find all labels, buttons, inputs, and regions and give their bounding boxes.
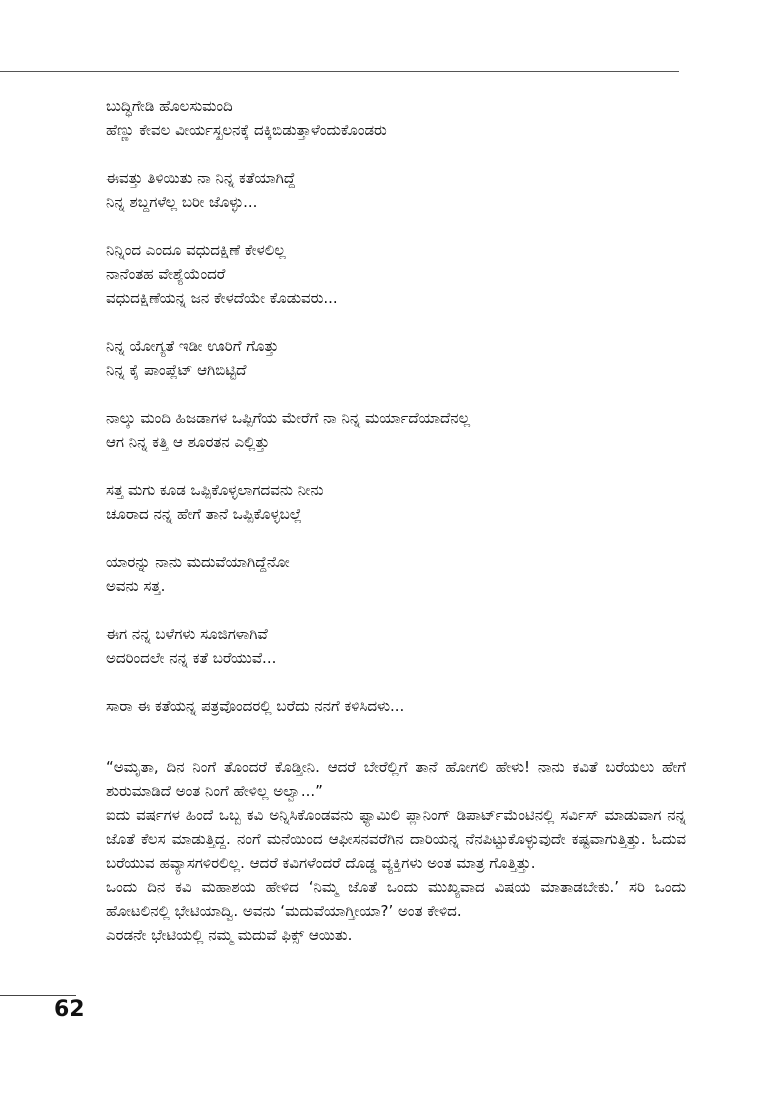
poem-line: ಸತ್ತ ಮಗು ಕೂಡ ಒಪ್ಪಿಕೊಳ್ಳಲಾಗದವನು ನೀನು — [106, 481, 324, 499]
poem-line: ನಿನ್ನಿಂದ ಎಂದೂ ವಧುದಕ್ಷಿಣೆ ಕೇಳಲಿಲ್ಲ — [106, 241, 286, 259]
prose-paragraph: ಒಂದು ದಿನ ಕವಿ ಮಹಾಶಯ ಹೇಳಿದ ‘ನಿಮ್ಮ ಜೊತೆ ಒಂದು ಮುಖ್ಯವಾದ ವಿಷಯ ಮಾತಾಡಬೇಕು.’ ಸರಿ ಒಂದು ಹೋಟಲಿನಲ್ಲಿ ಭೇಟಿಯಾದ್ವಿ. ಅವನು ‘ಮದುವೆಯಾಗ್ತೀಯಾ?’ ಅಂತ ಕೇಳಿದ. — [106, 878, 686, 920]
poem-line: ಹೆಣ್ಣು ಕೇವಲ ವೀರ್ಯಸ್ಖಲನಕ್ಕೆ ದಕ್ಕಿಬಿಡುತ್ತಾಳೆಂದುಕೊಂಡರು — [106, 121, 387, 139]
poem-line: ಸಾರಾ ಈ ಕತೆಯನ್ನ ಪತ್ರವೊಂದರಲ್ಲಿ ಬರೆದು ನನಗೆ ಕಳಿಸಿದಳು... — [106, 697, 405, 715]
poem-line: ನಾಲ್ಕು ಮಂದಿ ಹಿಜಡಾಗಳ ಒಪ್ಪಿಗೆಯ ಮೇರೆಗೆ ನಾ ನಿನ್ನ ಮರ್ಯಾದೆಯಾದೆನಲ್ಲ — [106, 409, 471, 427]
stanza — [106, 550, 686, 598]
poem-line: ನಿನ್ನ ಶಬ್ದಗಳೆಲ್ಲ ಬರೀ ಜೊಳ್ಳು... — [106, 193, 258, 211]
stanza — [106, 406, 686, 454]
poem-line: ವಧುದಕ್ಷಿಣೆಯನ್ನ ಜನ ಕೇಳದೆಯೇ ಕೊಡುವರು... — [106, 289, 338, 307]
prose-block — [106, 755, 686, 947]
stanza — [106, 334, 686, 382]
stanza — [106, 622, 686, 670]
poem-line: ನಾನೆಂತಹ ವೇಶ್ಯೆಯೆಂದರೆ — [106, 265, 226, 283]
poem-line: ಅವನು ಸತ್ತ. — [106, 577, 166, 595]
stanza — [106, 478, 686, 526]
poem-line: ಆಗ ನಿನ್ನ ಕತ್ತಿ ಆ ಶೂರತನ ಎಲ್ಲಿತ್ತು — [106, 433, 270, 451]
poem-line: ಬುದ್ಧಿಗೇಡಿ ಹೊಲಸುಮಂದಿ — [106, 97, 233, 115]
stanza — [106, 694, 686, 718]
poem-block — [106, 94, 686, 742]
stanza — [106, 94, 686, 142]
page-number: 62 — [54, 997, 85, 1022]
footer-rule — [0, 995, 76, 996]
stanza — [106, 166, 686, 214]
poem-line: ಅದರಿಂದಲೇ ನನ್ನ ಕತೆ ಬರೆಯುವೆ... — [106, 649, 277, 667]
poem-line: ನಿನ್ನ ಕೈ ಪಾಂಪ್ಲೆಟ್ ಆಗಿಬಿಟ್ಟಿದೆ — [106, 361, 247, 379]
poem-line: ಚೂರಾದ ನನ್ನ ಹೇಗೆ ತಾನೆ ಒಪ್ಪಿಕೊಳ್ಳಬಲ್ಲೆ — [106, 505, 302, 523]
prose-paragraph: “ಅಮೃತಾ, ದಿನ ನಿಂಗೆ ತೊಂದರೆ ಕೊಡ್ತೀನಿ. ಆದರೆ ಬೇರೆಲ್ಲಿಗೆ ತಾನೆ ಹೋಗಲಿ ಹೇಳು! ನಾನು ಕವಿತೆ ಬರೆಯಲು ಹೇಗೆ ಶುರುಮಾಡಿದೆ ಅಂತ ನಿಂಗೆ ಹೇಳಿಲ್ಲ ಅಲ್ವಾ...” — [106, 758, 686, 800]
prose-paragraph: ಐದು ವರ್ಷಗಳ ಹಿಂದೆ ಒಬ್ಬ ಕವಿ ಅನ್ನಿಸಿಕೊಂಡವನು ಫ್ಯಾಮಿಲಿ ಪ್ಲಾನಿಂಗ್ ಡಿಪಾರ್ಟ್‌ಮೆಂಟಿನಲ್ಲಿ ಸರ್ವಿಸ್ ಮಾಡುವಾಗ ನನ್ನ ಜೊತೆ ಕೆಲಸ ಮಾಡುತ್ತಿದ್ದ. ನಂಗೆ ಮನೆಯಿಂದ ಆಫೀಸನವರೆಗಿನ ದಾರಿಯನ್ನ ನೆನಪಿಟ್ಟುಕೊಳ್ಳುವುದೇ ಕಷ್ಟವಾಗುತ್ತಿತ್ತು. ಓದುವ ಬರೆಯುವ ಹವ್ಯಾಸಗಳಿರಲಿಲ್ಲ. ಆದರೆ ಕವಿಗಳೆಂದರೆ ದೊಡ್ಡ ವ್ಯಕ್ತಿಗಳು ಅಂತ ಮಾತ್ರ ಗೊತ್ತಿತ್ತು. — [106, 806, 686, 872]
stanza — [106, 238, 686, 310]
poem-line: ಈಗ ನನ್ನ ಬಳೆಗಳು ಸೂಜಿಗಳಾಗಿವೆ — [106, 625, 268, 643]
prose-paragraph: ಎರಡನೇ ಭೇಟಿಯಲ್ಲಿ ನಮ್ಮ ಮದುವೆ ಫಿಕ್ಸ್ ಆಯಿತು. — [106, 926, 353, 944]
header-rule — [0, 71, 679, 72]
poem-line: ನಿನ್ನ ಯೋಗ್ಯತೆ ಇಡೀ ಊರಿಗೆ ಗೊತ್ತು — [106, 337, 279, 355]
poem-line: ಯಾರನ್ನು ನಾನು ಮದುವೆಯಾಗಿದ್ದೆನೋ — [106, 553, 290, 571]
poem-line: ಈವತ್ತು ತಿಳಿಯಿತು ನಾ ನಿನ್ನ ಕತೆಯಾಗಿದ್ದೆ — [106, 169, 296, 187]
